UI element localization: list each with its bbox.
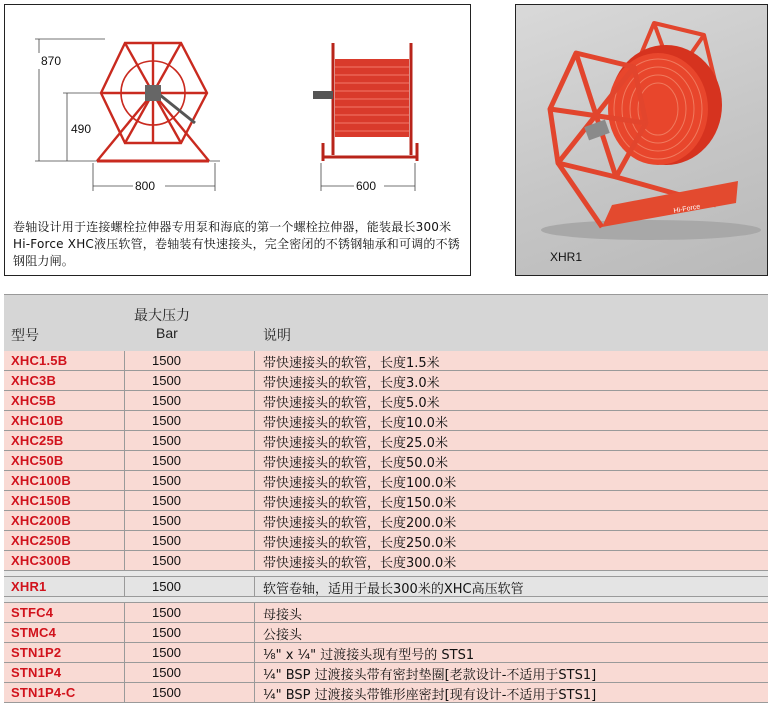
- dim-800: 800: [135, 179, 156, 193]
- table-row: [4, 623, 768, 643]
- model-cell: XHC10B: [11, 413, 64, 428]
- description-cell: 带快速接头的软管，长度200.0米: [263, 516, 457, 531]
- table-row: [4, 491, 768, 511]
- table-row: [4, 663, 768, 683]
- table-row: [4, 551, 768, 571]
- table-row: [4, 683, 768, 703]
- dim-870: 870: [41, 54, 62, 68]
- header-pressure-unit: Bar: [156, 325, 178, 341]
- table-header: [4, 294, 768, 351]
- pressure-cell: 1500: [152, 685, 181, 700]
- table-row: [4, 391, 768, 411]
- model-cell: XHR1: [11, 579, 47, 594]
- photo-label: XHR1: [550, 250, 583, 264]
- reel-dimension-drawing: [5, 5, 469, 215]
- diagram-box: [4, 4, 471, 276]
- description-cell: 带快速接头的软管，长度50.0米: [263, 456, 448, 471]
- pressure-cell: 1500: [152, 513, 181, 528]
- reel-description: 卷轴设计用于连接螺栓拉伸器专用泵和海底的第一个螺栓拉伸器，能装最长300米Hi-Force XHC液压软管，卷轴装有快速接头，完全密闭的不锈钢轴承和可调的不锈钢阻力闸。: [13, 220, 460, 268]
- pressure-cell: 1500: [152, 413, 181, 428]
- model-cell: XHC5B: [11, 393, 57, 408]
- table-row: [4, 371, 768, 391]
- description-cell: 母接头: [263, 608, 303, 623]
- description-cell: 带快速接头的软管，长度10.0米: [263, 416, 448, 431]
- dim-600: 600: [356, 179, 377, 193]
- pressure-cell: 1500: [152, 373, 181, 388]
- description-cell: 带快速接头的软管，长度1.5米: [263, 356, 440, 371]
- reel-photo: [516, 5, 766, 245]
- fitting-group: [4, 603, 768, 703]
- reel-group: [4, 577, 768, 597]
- header-description: 说明: [263, 328, 291, 344]
- model-cell: XHC100B: [11, 473, 71, 488]
- table-row: [4, 431, 768, 451]
- hose-group: [4, 351, 768, 571]
- table-row: [4, 411, 768, 431]
- description-cell: 带快速接头的软管，长度300.0米: [263, 556, 457, 571]
- pressure-cell: 1500: [152, 433, 181, 448]
- header-model: 型号: [11, 328, 39, 344]
- description-cell: 带快速接头的软管，长度3.0米: [263, 376, 440, 391]
- table-row: [4, 511, 768, 531]
- model-cell: XHC250B: [11, 533, 71, 548]
- description-cell: 带快速接头的软管，长度100.0米: [263, 476, 457, 491]
- pressure-cell: 1500: [152, 473, 181, 488]
- model-cell: XHC25B: [11, 433, 64, 448]
- model-cell: XHC3B: [11, 373, 57, 388]
- description-cell: 软管卷轴，适用于最长300米的XHC高压软管: [263, 582, 524, 597]
- pressure-cell: 1500: [152, 453, 181, 468]
- product-photo-box: [515, 4, 768, 276]
- header-pressure: 最大压力: [134, 308, 190, 324]
- model-cell: STFC4: [11, 605, 54, 620]
- model-cell: STN1P2: [11, 645, 62, 660]
- hub-icon: [145, 85, 161, 101]
- model-cell: XHC300B: [11, 553, 71, 568]
- description-cell: 带快速接头的软管，长度25.0米: [263, 436, 448, 451]
- table-row: [4, 577, 768, 597]
- table-row: [4, 451, 768, 471]
- table-row: [4, 471, 768, 491]
- product-table: [4, 294, 768, 703]
- reel-side-view: [313, 43, 417, 161]
- description-cell: 带快速接头的软管，长度150.0米: [263, 496, 457, 511]
- description-cell: ⅛" x ¼" 过渡接头现有型号的 STS1: [263, 648, 475, 663]
- model-cell: XHC50B: [11, 453, 64, 468]
- table-row: [4, 643, 768, 663]
- description-cell: 公接头: [263, 628, 303, 643]
- table-row: [4, 603, 768, 623]
- table-row: [4, 531, 768, 551]
- model-cell: XHC200B: [11, 513, 71, 528]
- pressure-cell: 1500: [152, 393, 181, 408]
- model-cell: STN1P4: [11, 665, 62, 680]
- description-cell: ¼" BSP 过渡接头带有密封垫圈[老款设计-不适用于STS1]: [263, 668, 597, 683]
- model-cell: XHC1.5B: [11, 353, 68, 368]
- pressure-cell: 1500: [152, 579, 181, 594]
- pressure-cell: 1500: [152, 353, 181, 368]
- description-cell: 带快速接头的软管，长度5.0米: [263, 396, 440, 411]
- description-cell: ¼" BSP 过渡接头带锥形座密封[现有设计-不适用于STS1]: [263, 688, 597, 703]
- model-cell: XHC150B: [11, 493, 71, 508]
- pressure-cell: 1500: [152, 645, 181, 660]
- brand-mark: Hi-Force: [673, 203, 701, 215]
- pressure-cell: 1500: [152, 665, 181, 680]
- pressure-cell: 1500: [152, 553, 181, 568]
- reel-front-view: [97, 43, 209, 161]
- pressure-cell: 1500: [152, 625, 181, 640]
- table-row: [4, 351, 768, 371]
- pressure-cell: 1500: [152, 493, 181, 508]
- model-cell: STN1P4-C: [11, 685, 76, 700]
- model-cell: STMC4: [11, 625, 57, 640]
- dim-490: 490: [71, 122, 92, 136]
- description-cell: 带快速接头的软管，长度250.0米: [263, 536, 457, 551]
- pressure-cell: 1500: [152, 533, 181, 548]
- pressure-cell: 1500: [152, 605, 181, 620]
